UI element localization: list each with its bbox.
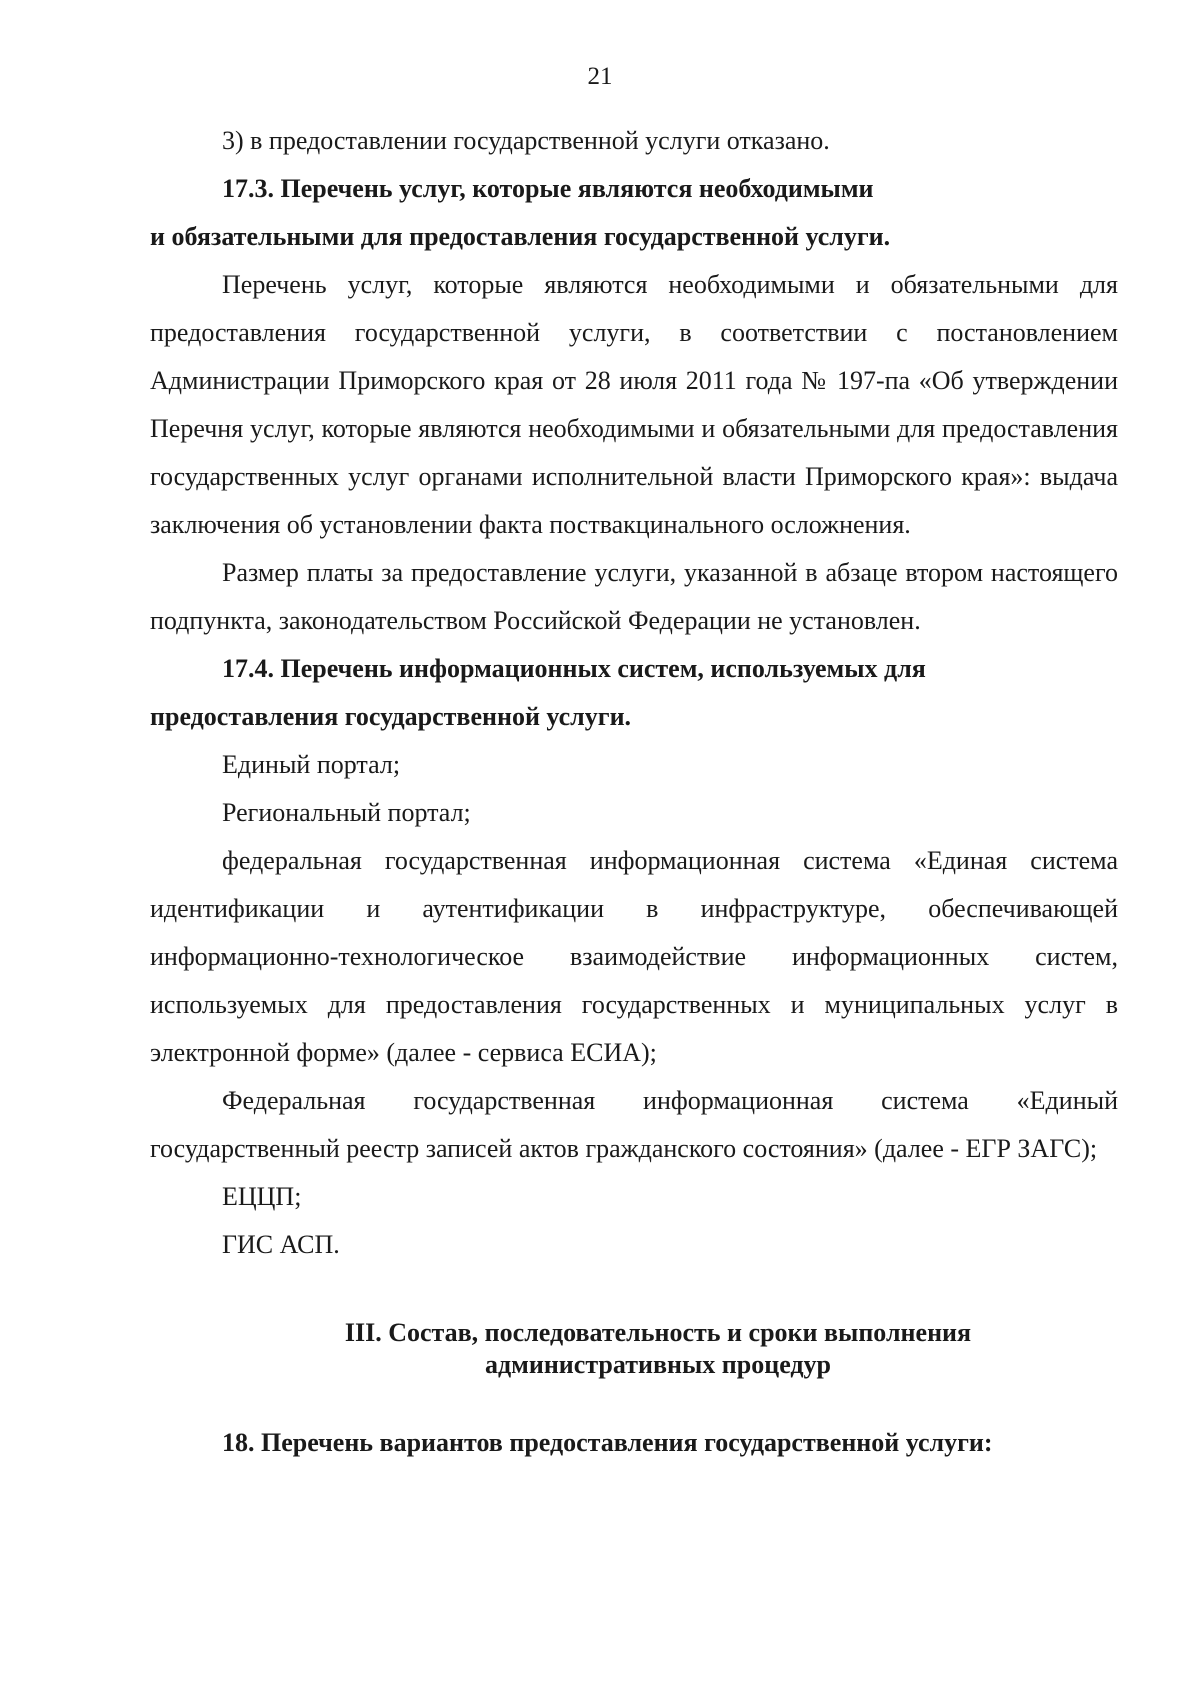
spacer (150, 1269, 1118, 1317)
paragraph-refusal: 3) в предоставлении государственной услуги отказано. (222, 126, 830, 155)
chapter-title-line1: III. Состав, последовательность и сроки выполнения (344, 1318, 972, 1347)
paragraph-esia: федеральная государственная информационная система «Единая система идентификации и аутентификации в инфраструктуре, обеспечивающей информационно-технологическое взаимодействие информационных систем, используемых для предоставления государственных и муниципальных услуг в электронной форме» (далее - сервиса ЕСИА); (150, 846, 1118, 1067)
list-item-unified-portal: Единый портал; (222, 750, 401, 779)
list-item-regional-portal: Региональный портал; (222, 798, 471, 827)
chapter-title-line2: административных процедур (484, 1350, 832, 1379)
heading-17-3-line2: и обязательными для предоставления государственной услуги. (150, 222, 891, 251)
heading-17-3-line1: 17.3. Перечень услуг, которые являются необходимыми (222, 174, 874, 203)
paragraph-egr-zags: Федеральная государственная информационная система «Единый государственный реестр записей актов гражданского состояния» (далее - ЕГР ЗАГС); (150, 1086, 1118, 1163)
list-item-eccp: ЕЦЦП; (222, 1182, 302, 1211)
heading-section-18: 18. Перечень вариантов предоставления государственной услуги: (222, 1428, 993, 1457)
heading-17-4-line2: предоставления государственной услуги. (150, 702, 632, 731)
paragraph-services-list: Перечень услуг, которые являются необходимыми и обязательными для предоставления государственной услуги, в соответствии с постановлением Администрации Приморского края от 28 июля 2011 года № 197-па «Об утверждении Перечня услуг, которые являются необходимыми и обязательными для предоставления государственных услуг органами исполнительной власти Приморского края»: выдача заключения об установлении факта поствакцинального осложнения. (150, 270, 1118, 539)
spacer (150, 1381, 1118, 1419)
list-item-gis-asp: ГИС АСП. (222, 1230, 340, 1259)
paragraph-fee: Размер платы за предоставление услуги, указанной в абзаце втором настоящего подпункта, законодательством Российской Федерации не установлен. (150, 558, 1118, 635)
page-number: 21 (587, 63, 613, 90)
document-body (150, 117, 1118, 1467)
heading-17-4-line1: 17.4. Перечень информационных систем, используемых для (222, 654, 926, 683)
